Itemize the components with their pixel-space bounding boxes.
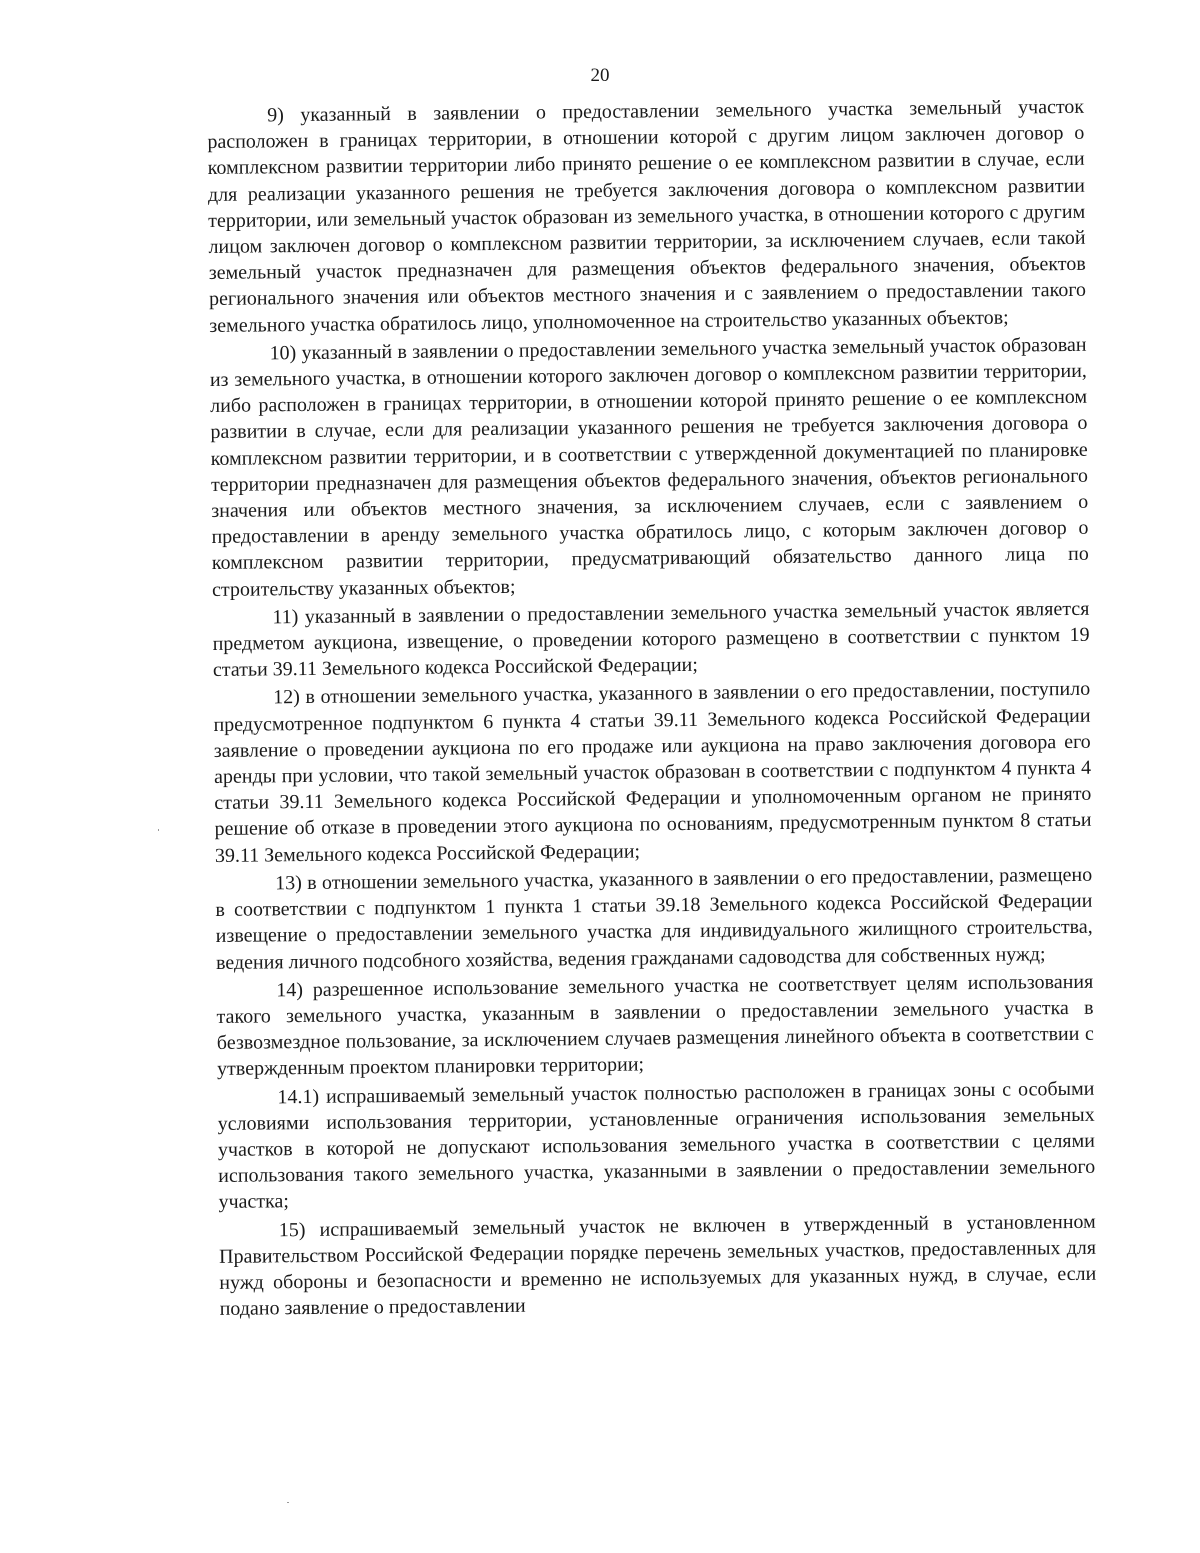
page-number: 20 xyxy=(590,65,610,86)
paragraph-12: 12) в отношении земельного участка, указанного в заявлении о его предоставлении, поступило предусмотренное подпунктом 6 пункта 4 статьи 39.11 Земельного кодекса Российской Федерации заявление о проведении аукциона по его продаже или аукциона на право заключения договора его аренды при условии, что такой земельный участок образован в соответствии с подпунктом 4 пункта 4 статьи 39.11 Земельного кодекса Российской Федерации и уполномоченным органом не принято решение об отказе в проведении этого аукциона по основаниям, предусмотренным пунктом 8 статьи 39.11 Земельного кодекса Российской Федерации; xyxy=(213,678,1092,867)
paragraph-9: 9) указанный в заявлении о предоставлении земельного участка земельный участок расположен в границах территории, в отношении которой с другим лицом заключен договор о комплексном развитии территории либо принято решение о ее комплексном развитии в случае, если для реализации указанного решения не требуется заключения договора о комплексном развитии территории, или земельный участок образован из земельного участка, в отношении которого с другим лицом заключен договор о комплексном развитии территории, за исключением случаев, если такой земельный участок предназначен для размещения объектов федерального значения, объектов регионального значения или объектов местного значения и с заявлением о предоставлении такого земельного участка обратилось лицо, уполномоченное на строительство указанных объектов; xyxy=(207,95,1087,337)
paragraph-10: 10) указанный в заявлении о предоставлении земельного участка земельный участок образован из земельного участка, в отношении которого заключен договор о комплексном развитии территории, либо расположен в границах территории, в отношении которой принято решение о ее комплексном развитии в случае, если для реализации указанного решения не требуется заключения договора о комплексном развитии территории, и в соответствии с утвержденной документацией по планировке территории предназначен для размещения объектов федерального значения, объектов регионального значения или объектов местного значения, за исключением случаев, если с заявлением о предоставлении в аренду земельного участка обратилось лицо, с которым заключен договор о комплексном развитии территории, предусматривающий обязательство данного лица по строительству указанных объектов; xyxy=(209,333,1089,601)
paragraph-15: 15) испрашиваемый земельный участок не включен в утвержденный в установленном Правительством Российской Федерации порядке перечень земельных участков, предоставленных для нужд обороны и безопасности и временно не используемых для указанных нужд, в случае, если подано заявление о предоставлении xyxy=(218,1210,1097,1321)
paragraph-11: 11) указанный в заявлении о предоставлении земельного участка земельный участок является предметом аукциона, извещение, о проведении которого размещено в соответствии с пунктом 19 статьи 39.11 Земельного кодекса Российской Федерации; xyxy=(212,597,1090,682)
paragraph-13: 13) в отношении земельного участка, указанного в заявлении о его предоставлении, размещено в соответствии с подпунктом 1 пункта 1 статьи 39.18 Земельного кодекса Российской Федерации извещение о предоставлении земельного участка для индивидуального жилищного строительства, ведения личного подсобного хозяйства, ведения гражданами садоводства для собственных нужд; xyxy=(215,863,1093,974)
scan-artifact xyxy=(287,1502,289,1503)
document-body xyxy=(207,94,1097,1324)
paragraph-14-1: 14.1) испрашиваемый земельный участок полностью расположен в границах зоны с особыми условиями использования территории, установленные ограничения использования земельных участков в которой не допускают использования земельного участка в соответствии с целями использования такого земельного участка, указанными в заявлении о предоставлении земельного участка; xyxy=(217,1077,1096,1214)
paragraph-14: 14) разрешенное использование земельного участка не соответствует целям использования такого земельного участка, указанным в заявлении о предоставлении земельного участка в безвозмездное пользование, за исключением случаев размещения линейного объекта в соответствии с утвержденным проектом планировки территории; xyxy=(216,970,1094,1081)
scan-artifact xyxy=(158,829,159,831)
